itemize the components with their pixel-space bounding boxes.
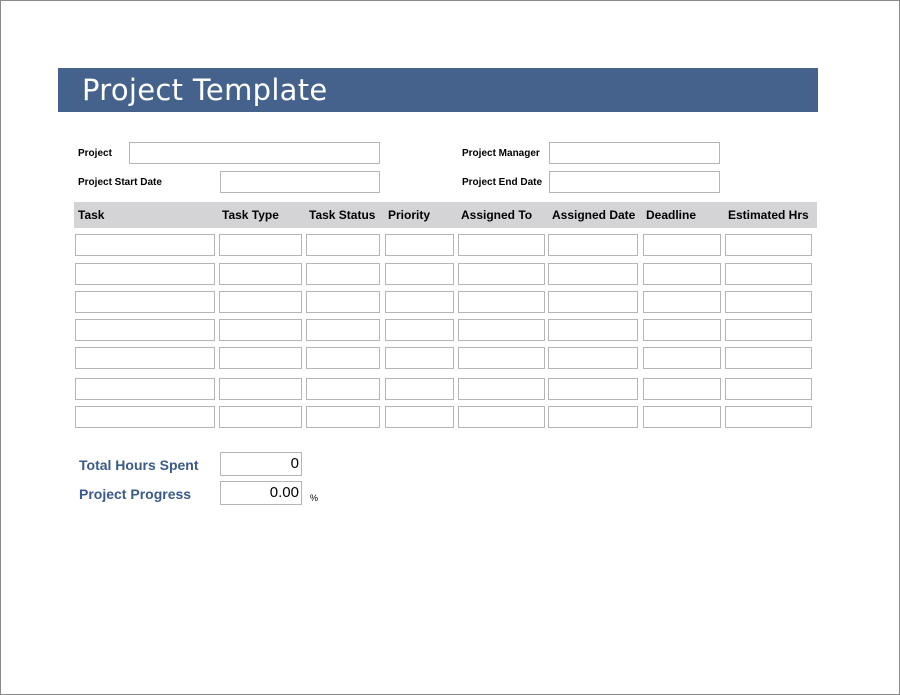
task-table-header <box>74 202 817 228</box>
cell-task-type[interactable] <box>219 263 302 285</box>
cell-task[interactable] <box>75 319 215 341</box>
cell-priority[interactable] <box>385 378 454 400</box>
cell-priority[interactable] <box>385 234 454 256</box>
cell-assigned-to[interactable] <box>458 234 545 256</box>
cell-deadline[interactable] <box>643 406 721 428</box>
project-input[interactable] <box>129 142 380 164</box>
cell-deadline[interactable] <box>643 234 721 256</box>
title-bar <box>58 68 818 112</box>
cell-task[interactable] <box>75 291 215 313</box>
column-header-task-status: Task Status <box>309 208 376 222</box>
start-date-input[interactable] <box>220 171 380 193</box>
project-label: Project <box>78 148 112 159</box>
cell-assigned-to[interactable] <box>458 378 545 400</box>
column-header-deadline: Deadline <box>646 208 697 222</box>
cell-task-type[interactable] <box>219 291 302 313</box>
cell-task[interactable] <box>75 406 215 428</box>
cell-priority[interactable] <box>385 406 454 428</box>
cell-assigned-date[interactable] <box>548 263 638 285</box>
cell-estimated-hrs[interactable] <box>725 291 812 313</box>
cell-deadline[interactable] <box>643 319 721 341</box>
column-header-priority: Priority <box>388 208 431 222</box>
cell-assigned-date[interactable] <box>548 347 638 369</box>
cell-task[interactable] <box>75 347 215 369</box>
cell-task-type[interactable] <box>219 378 302 400</box>
cell-assigned-to[interactable] <box>458 347 545 369</box>
column-header-task-type: Task Type <box>222 208 279 222</box>
cell-task-type[interactable] <box>219 234 302 256</box>
cell-assigned-to[interactable] <box>458 291 545 313</box>
cell-task-status[interactable] <box>306 263 380 285</box>
percent-unit: % <box>310 493 319 503</box>
cell-assigned-date[interactable] <box>548 291 638 313</box>
cell-assigned-to[interactable] <box>458 263 545 285</box>
cell-assigned-date[interactable] <box>548 234 638 256</box>
column-header-assigned-date: Assigned Date <box>552 208 636 222</box>
cell-estimated-hrs[interactable] <box>725 406 812 428</box>
cell-deadline[interactable] <box>643 378 721 400</box>
cell-priority[interactable] <box>385 319 454 341</box>
column-header-assigned-to: Assigned To <box>461 208 533 222</box>
cell-task-status[interactable] <box>306 347 380 369</box>
project-manager-input[interactable] <box>549 142 720 164</box>
cell-assigned-date[interactable] <box>548 406 638 428</box>
cell-priority[interactable] <box>385 347 454 369</box>
project-progress-field[interactable]: 0.00 <box>220 481 302 505</box>
cell-deadline[interactable] <box>643 291 721 313</box>
total-hours-label: Total Hours Spent <box>79 457 199 473</box>
column-header-task: Task <box>78 208 105 222</box>
page-title: Project Template <box>82 73 328 107</box>
cell-deadline[interactable] <box>643 263 721 285</box>
cell-estimated-hrs[interactable] <box>725 378 812 400</box>
end-date-label: Project End Date <box>462 177 543 188</box>
cell-estimated-hrs[interactable] <box>725 347 812 369</box>
cell-estimated-hrs[interactable] <box>725 319 812 341</box>
cell-priority[interactable] <box>385 263 454 285</box>
cell-task-type[interactable] <box>219 406 302 428</box>
cell-priority[interactable] <box>385 291 454 313</box>
project-progress-label: Project Progress <box>79 486 192 502</box>
cell-assigned-date[interactable] <box>548 319 638 341</box>
end-date-input[interactable] <box>549 171 720 193</box>
cell-task-type[interactable] <box>219 319 302 341</box>
cell-task-status[interactable] <box>306 291 380 313</box>
project-manager-label: Project Manager <box>462 148 540 159</box>
start-date-label: Project Start Date <box>78 177 162 188</box>
cell-deadline[interactable] <box>643 347 721 369</box>
total-hours-field[interactable]: 0 <box>220 452 302 476</box>
cell-task-status[interactable] <box>306 319 380 341</box>
cell-task-status[interactable] <box>306 234 380 256</box>
cell-task[interactable] <box>75 234 215 256</box>
cell-assigned-to[interactable] <box>458 319 545 341</box>
cell-task-status[interactable] <box>306 406 380 428</box>
cell-assigned-to[interactable] <box>458 406 545 428</box>
cell-estimated-hrs[interactable] <box>725 263 812 285</box>
column-header-estimated-hrs: Estimated Hrs <box>728 208 809 222</box>
cell-estimated-hrs[interactable] <box>725 234 812 256</box>
cell-task[interactable] <box>75 263 215 285</box>
cell-assigned-date[interactable] <box>548 378 638 400</box>
cell-task-status[interactable] <box>306 378 380 400</box>
cell-task-type[interactable] <box>219 347 302 369</box>
cell-task[interactable] <box>75 378 215 400</box>
